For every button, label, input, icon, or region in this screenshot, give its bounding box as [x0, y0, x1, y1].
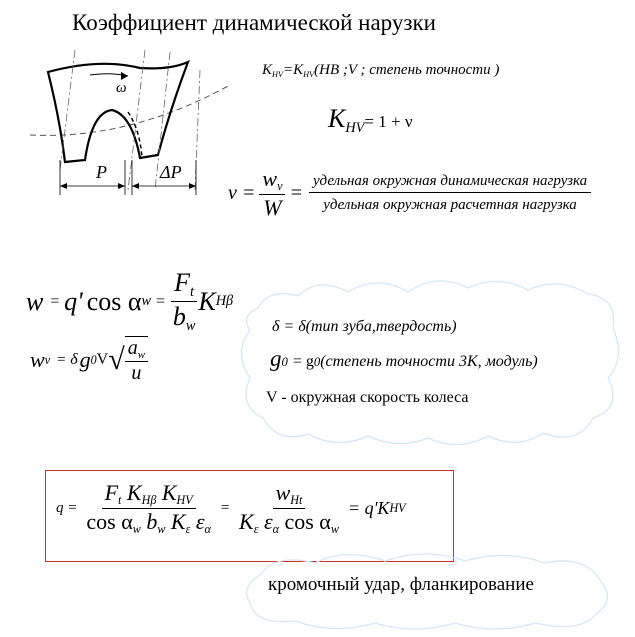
delta-p-label: ΔP: [160, 162, 182, 182]
w-formula: w = q' cos α w = $\frac{F_t}{b_w}$ K Hβ: [26, 268, 234, 334]
khv-dependency: $K_{HV}=K_{HV}(HB$ ;V ; степень точности ): [262, 62, 500, 79]
radial-line-mid: [128, 50, 145, 190]
q-formula: q = $\frac{F_t K_{H\beta} K_{HV}}{\cos \alpha_w b_w K_\varepsilon \varepsilon_\alpha}$ = $\frac{w_{Ht}}{K_\varepsilon \varepsilon_\alpha \cos \alpha_w}$ = q'K HV: [56, 480, 406, 537]
wv-formula: w v = δ g 0 V √ $\frac{a_w}{u}$: [30, 336, 148, 385]
arrow-head-icon: [121, 72, 128, 80]
delta-line: δ = δ(тип зуба,твердость): [272, 318, 457, 335]
gear-tooth-diagram: [20, 40, 235, 200]
p-label: P: [96, 162, 107, 182]
page-title: Коэффициент динамической нарузки: [72, 10, 436, 35]
khv-formula: $K_{HV}= 1 + \nu$: [328, 104, 413, 136]
v-line: V - окружная скорость колеса: [266, 389, 469, 406]
omega-label: ω: [116, 80, 127, 96]
edge-text: кромочный удар, фланкирование: [268, 574, 534, 595]
nu-formula: ν = $\frac{w_v}{W}$ = $\frac{\text{удельная окружная динамическая нагрузка}}{\text{удельная окружная расчетная нагрузка}}$: [228, 166, 591, 221]
g0-line: g 0 = g 0 (степень точности 3К, модуль): [270, 346, 538, 371]
gear-tooth-outline: [48, 62, 188, 162]
